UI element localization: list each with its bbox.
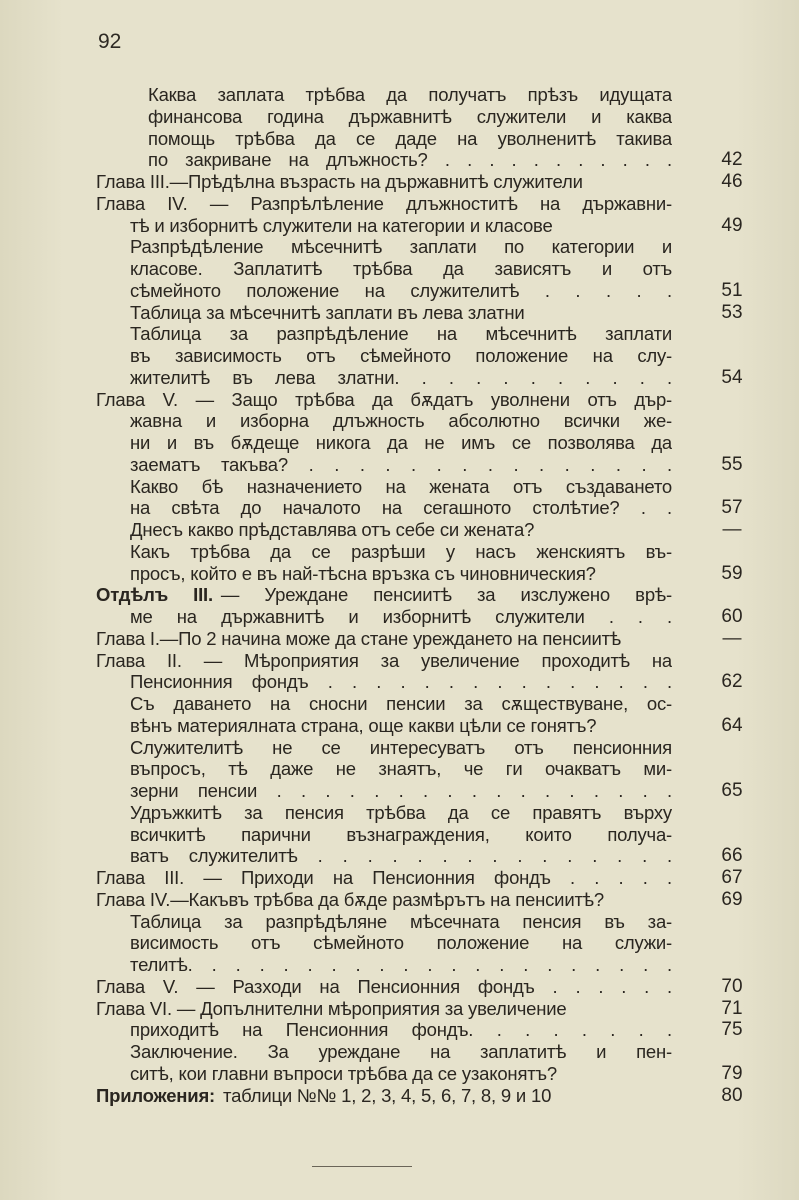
toc-page-number: 71 — [721, 997, 743, 1019]
section-label: Отдѣлъ III. — [96, 584, 213, 606]
toc-entry-text: — Уреждане пенсиитѣ за изслужено врѣ- — [220, 584, 672, 606]
toc-entry-line — [0, 476, 799, 498]
toc-entry-text: приходитѣ на Пенсионния фондъ. . . . . . . . — [130, 1019, 672, 1041]
toc-entry-text: въпросъ, тѣ даже не знаятъ, че ги очакватъ ми- — [130, 758, 672, 780]
toc-entry-line — [0, 802, 799, 824]
toc-entry-text: таблици №№ 1, 2, 3, 4, 5, 6, 7, 8, 9 и 10 — [223, 1084, 552, 1106]
toc-entry-line — [0, 345, 799, 367]
toc-entry-line — [0, 824, 799, 846]
toc-page-number: 75 — [721, 1019, 743, 1041]
toc-page-number: 59 — [721, 562, 743, 584]
toc-entry-line — [0, 149, 799, 171]
toc-entry-text: Съ даването на сносни пенсии за сѫществуване, ос- — [130, 693, 672, 714]
toc-entry-text: тѣ и изборнитѣ служители на категории и класове — [130, 214, 553, 236]
toc-entry-text-wrap — [148, 84, 672, 106]
toc-entry-text-wrap — [96, 976, 672, 998]
toc-entry-line — [0, 432, 799, 454]
toc-entry-text-wrap — [96, 1085, 672, 1107]
toc-entry-text-wrap — [96, 650, 672, 672]
end-rule — [312, 1166, 412, 1167]
toc-entry-line — [0, 1019, 799, 1041]
toc-entry-text-wrap — [130, 476, 672, 498]
toc-entry-line — [0, 758, 799, 780]
toc-entry-text-wrap — [96, 584, 672, 606]
toc-entry-line — [0, 171, 799, 193]
toc-entry-text-wrap — [96, 171, 672, 193]
toc-entry-text: жителитѣ въ лева златни. . . . . . . . . . . — [130, 366, 672, 388]
toc-entry-line — [0, 1041, 799, 1063]
toc-entry-text-wrap — [148, 149, 672, 171]
toc-entry-line — [0, 128, 799, 150]
toc-entry-text: Таблица за мѣсечнитѣ заплати въ лева златни — [130, 301, 525, 323]
toc-entry-text-wrap — [96, 889, 672, 911]
toc-page-number: 54 — [721, 366, 743, 388]
toc-entry-text-wrap — [130, 693, 672, 715]
toc-entry-text-wrap — [130, 519, 672, 541]
toc-entry-text: жавна и изборна длъжность абсолютно всички же- — [130, 410, 672, 432]
toc-entry-text: Глава I.—По 2 начина може да стане уреждането на пенсиитѣ — [96, 627, 621, 649]
toc-entry-line — [0, 998, 799, 1020]
toc-entry-line — [0, 258, 799, 280]
toc-entry-text-wrap — [96, 193, 672, 215]
toc-entry-text: Глава II. — Мѣроприятия за увеличение проходитѣ на — [96, 649, 672, 671]
toc-entry-text: ни и въ бѫдеще никога да не имъ се позволява да — [130, 432, 672, 453]
toc-entry-text: Пенсионния фондъ . . . . . . . . . . . . . . . — [130, 671, 672, 693]
toc-entry-text-wrap — [130, 737, 672, 759]
toc-page-number: — — [722, 519, 742, 540]
toc-entry-text-wrap — [130, 911, 672, 933]
toc-entry-text-wrap — [96, 628, 672, 650]
toc-entry-text: класове. Заплатитѣ трѣбва да зависятъ и отъ — [130, 258, 672, 279]
toc-entry-line — [0, 1085, 799, 1107]
toc-entry-line — [0, 650, 799, 672]
toc-entry-text-wrap — [130, 454, 672, 476]
page-number: 92 — [98, 30, 122, 53]
toc-entry-text: Удръжкитѣ за пенсия трѣбва да се правятъ върху — [130, 801, 672, 823]
toc-page-number: 49 — [721, 214, 743, 236]
section-label: Приложения: — [96, 1084, 215, 1106]
toc-entry-line — [0, 911, 799, 933]
toc-entry-text-wrap — [130, 1041, 672, 1063]
toc-entry-text-wrap — [130, 954, 672, 976]
toc-entry-text: Глава III. — Приходи на Пенсионния фондъ . . . . . — [96, 867, 672, 888]
toc-entry-line — [0, 84, 799, 106]
toc-page-number: 80 — [721, 1084, 743, 1106]
toc-entry-text-wrap — [130, 780, 672, 802]
toc-entry-text: вѣнъ материялната страна, още какви цѣли се гонятъ? — [130, 714, 597, 736]
toc-entry-text: всичкитѣ парични възнаграждения, които получа- — [130, 823, 672, 845]
toc-entry-text: телитѣ. . . . . . . . . . . . . . . . . . . . . — [130, 954, 672, 975]
toc-entry-text: Таблица за разпрѣдѣляне мѣсечната пенсия въ за- — [130, 910, 672, 932]
toc-entry-line — [0, 867, 799, 889]
toc-page-number: 65 — [721, 780, 743, 801]
toc-page-number: 53 — [721, 301, 743, 323]
toc-entry-line — [0, 193, 799, 215]
toc-entry-text-wrap — [130, 258, 672, 280]
toc-entry-line — [0, 106, 799, 128]
toc-entry-text: Глава IV. — Разпрѣлѣление длъжноститѣ на държавни- — [96, 192, 672, 214]
toc-entry-text-wrap — [130, 345, 672, 367]
toc-page-number: 64 — [721, 714, 743, 736]
toc-page-number: 70 — [721, 975, 743, 997]
toc-entry-line — [0, 519, 799, 541]
toc-entry-text-wrap — [130, 824, 672, 846]
toc-entry-text-wrap — [130, 671, 672, 693]
toc-page-number: 79 — [721, 1062, 743, 1084]
toc-entry-text-wrap — [148, 106, 672, 128]
toc-entry-text-wrap — [130, 802, 672, 824]
toc-entry-text-wrap — [130, 302, 672, 324]
toc-page-number: 57 — [721, 497, 743, 519]
toc-entry-text-wrap — [130, 1063, 672, 1085]
toc-page-number: 51 — [721, 279, 743, 301]
toc-entry-text: ситѣ, кои главни въпроси трѣбва да се узаконятъ? — [130, 1062, 557, 1084]
toc-entry-text-wrap — [130, 563, 672, 585]
toc-entry-text-wrap — [96, 867, 672, 889]
toc-page-number: 46 — [721, 171, 743, 192]
toc-entry-line — [0, 889, 799, 911]
toc-entry-text: Глава III.—Прѣдѣлна възрасть на държавнитѣ служители — [96, 171, 583, 192]
toc-entry-line — [0, 976, 799, 998]
table-of-contents — [0, 84, 799, 1106]
toc-entry-text-wrap — [130, 410, 672, 432]
toc-entry-text-wrap — [130, 236, 672, 258]
toc-entry-text-wrap — [130, 367, 672, 389]
toc-entry-line — [0, 302, 799, 324]
toc-page-number: 62 — [721, 671, 743, 693]
toc-page-number: 69 — [721, 888, 743, 910]
toc-entry-text-wrap — [130, 845, 672, 867]
toc-page-number: 67 — [721, 867, 743, 888]
toc-entry-text-wrap — [148, 128, 672, 150]
toc-entry-text: Заключение. За уреждане на заплатитѣ и пен- — [130, 1041, 672, 1062]
toc-entry-text: Глава V. — Защо трѣбва да бѫдатъ уволнени отъ дър- — [96, 388, 672, 410]
toc-entry-line — [0, 954, 799, 976]
toc-entry-text: Днесъ какво прѣдставлява отъ себе си жената? — [130, 519, 535, 540]
toc-entry-line — [0, 845, 799, 867]
toc-page-number: 55 — [721, 453, 743, 475]
toc-entry-text-wrap — [130, 541, 672, 563]
toc-entry-line — [0, 715, 799, 737]
toc-page-number: 66 — [721, 845, 743, 867]
toc-entry-text-wrap — [96, 998, 672, 1020]
toc-entry-line — [0, 541, 799, 563]
toc-entry-text: Таблица за разпрѣдѣление на мѣсечнитѣ заплати — [130, 323, 672, 345]
toc-entry-text-wrap — [130, 215, 672, 237]
toc-entry-text-wrap — [130, 497, 672, 519]
toc-entry-text: просъ, който е въ най-тѣсна връзка съ чиновническия? — [130, 562, 596, 584]
toc-entry-text: Какво бѣ назначението на жената отъ създаването — [130, 475, 672, 497]
toc-entry-text: въ зависимость отъ сѣмейното положение на слу- — [130, 345, 672, 366]
toc-entry-text: Разпрѣдѣление мѣсечнитѣ заплати по категории и — [130, 236, 672, 258]
toc-entry-line — [0, 497, 799, 519]
toc-entry-text-wrap — [130, 323, 672, 345]
toc-entry-text: висимость отъ сѣмейното положение на служи- — [130, 932, 672, 954]
toc-entry-text-wrap — [130, 606, 672, 628]
toc-entry-text: зерни пенсии . . . . . . . . . . . . . . . . . — [130, 780, 672, 801]
toc-entry-text: сѣмейното положение на служителитѣ . . . . . — [130, 279, 672, 301]
toc-entry-text: заематъ такъва? . . . . . . . . . . . . . . . — [130, 453, 672, 475]
toc-entry-line — [0, 236, 799, 258]
toc-entry-text: Глава VI. — Допълнителни мѣроприятия за увеличение — [96, 997, 567, 1019]
toc-entry-text-wrap — [130, 1019, 672, 1041]
toc-entry-text: на свѣта до началото на сегашното столѣтие? . . — [130, 497, 672, 519]
toc-entry-text: помощь трѣбва да се даде на уволненитѣ такива — [148, 127, 672, 149]
toc-entry-text: Какъ трѣбва да се разрѣши у насъ женскиятъ въ- — [130, 540, 672, 562]
toc-entry-line — [0, 628, 799, 650]
toc-entry-text: Глава IV.—Какъвъ трѣбва да бѫде размѣрътъ на пенсиитѣ? — [96, 888, 604, 910]
toc-entry-line — [0, 323, 799, 345]
toc-entry-text: финансова година държавнитѣ служители и каква — [148, 105, 672, 127]
toc-entry-text-wrap — [130, 758, 672, 780]
toc-entry-line — [0, 410, 799, 432]
toc-entry-line — [0, 454, 799, 476]
toc-entry-text-wrap — [130, 715, 672, 737]
toc-entry-line — [0, 693, 799, 715]
toc-entry-line — [0, 737, 799, 759]
toc-page-number: 60 — [721, 606, 743, 627]
toc-entry-text-wrap — [96, 389, 672, 411]
toc-entry-text-wrap — [130, 432, 672, 454]
toc-entry-text-wrap — [130, 932, 672, 954]
toc-page-number: — — [722, 627, 742, 649]
toc-page-number: 42 — [721, 149, 743, 171]
toc-entry-line — [0, 606, 799, 628]
toc-entry-text: ватъ служителитѣ . . . . . . . . . . . . . . . — [130, 845, 672, 867]
toc-entry-line — [0, 367, 799, 389]
toc-entry-text: Служителитѣ не се интересуватъ отъ пенсионния — [130, 736, 672, 758]
toc-entry-line — [0, 563, 799, 585]
toc-entry-line — [0, 671, 799, 693]
toc-entry-text: по закриване на длъжность? . . . . . . . . . . . — [148, 149, 672, 171]
toc-entry-line — [0, 780, 799, 802]
toc-entry-line — [0, 932, 799, 954]
toc-entry-line — [0, 389, 799, 411]
toc-entry-text: ме на държавнитѣ и изборнитѣ служители . . . — [130, 606, 672, 627]
toc-entry-text-wrap — [130, 280, 672, 302]
toc-entry-line — [0, 215, 799, 237]
toc-entry-line — [0, 1063, 799, 1085]
toc-entry-line — [0, 280, 799, 302]
toc-entry-text: Глава V. — Разходи на Пенсионния фондъ . . . . . . — [96, 975, 672, 997]
toc-entry-text: Каква заплата трѣбва да получатъ прѣзъ идущата — [148, 84, 672, 105]
toc-entry-line — [0, 584, 799, 606]
